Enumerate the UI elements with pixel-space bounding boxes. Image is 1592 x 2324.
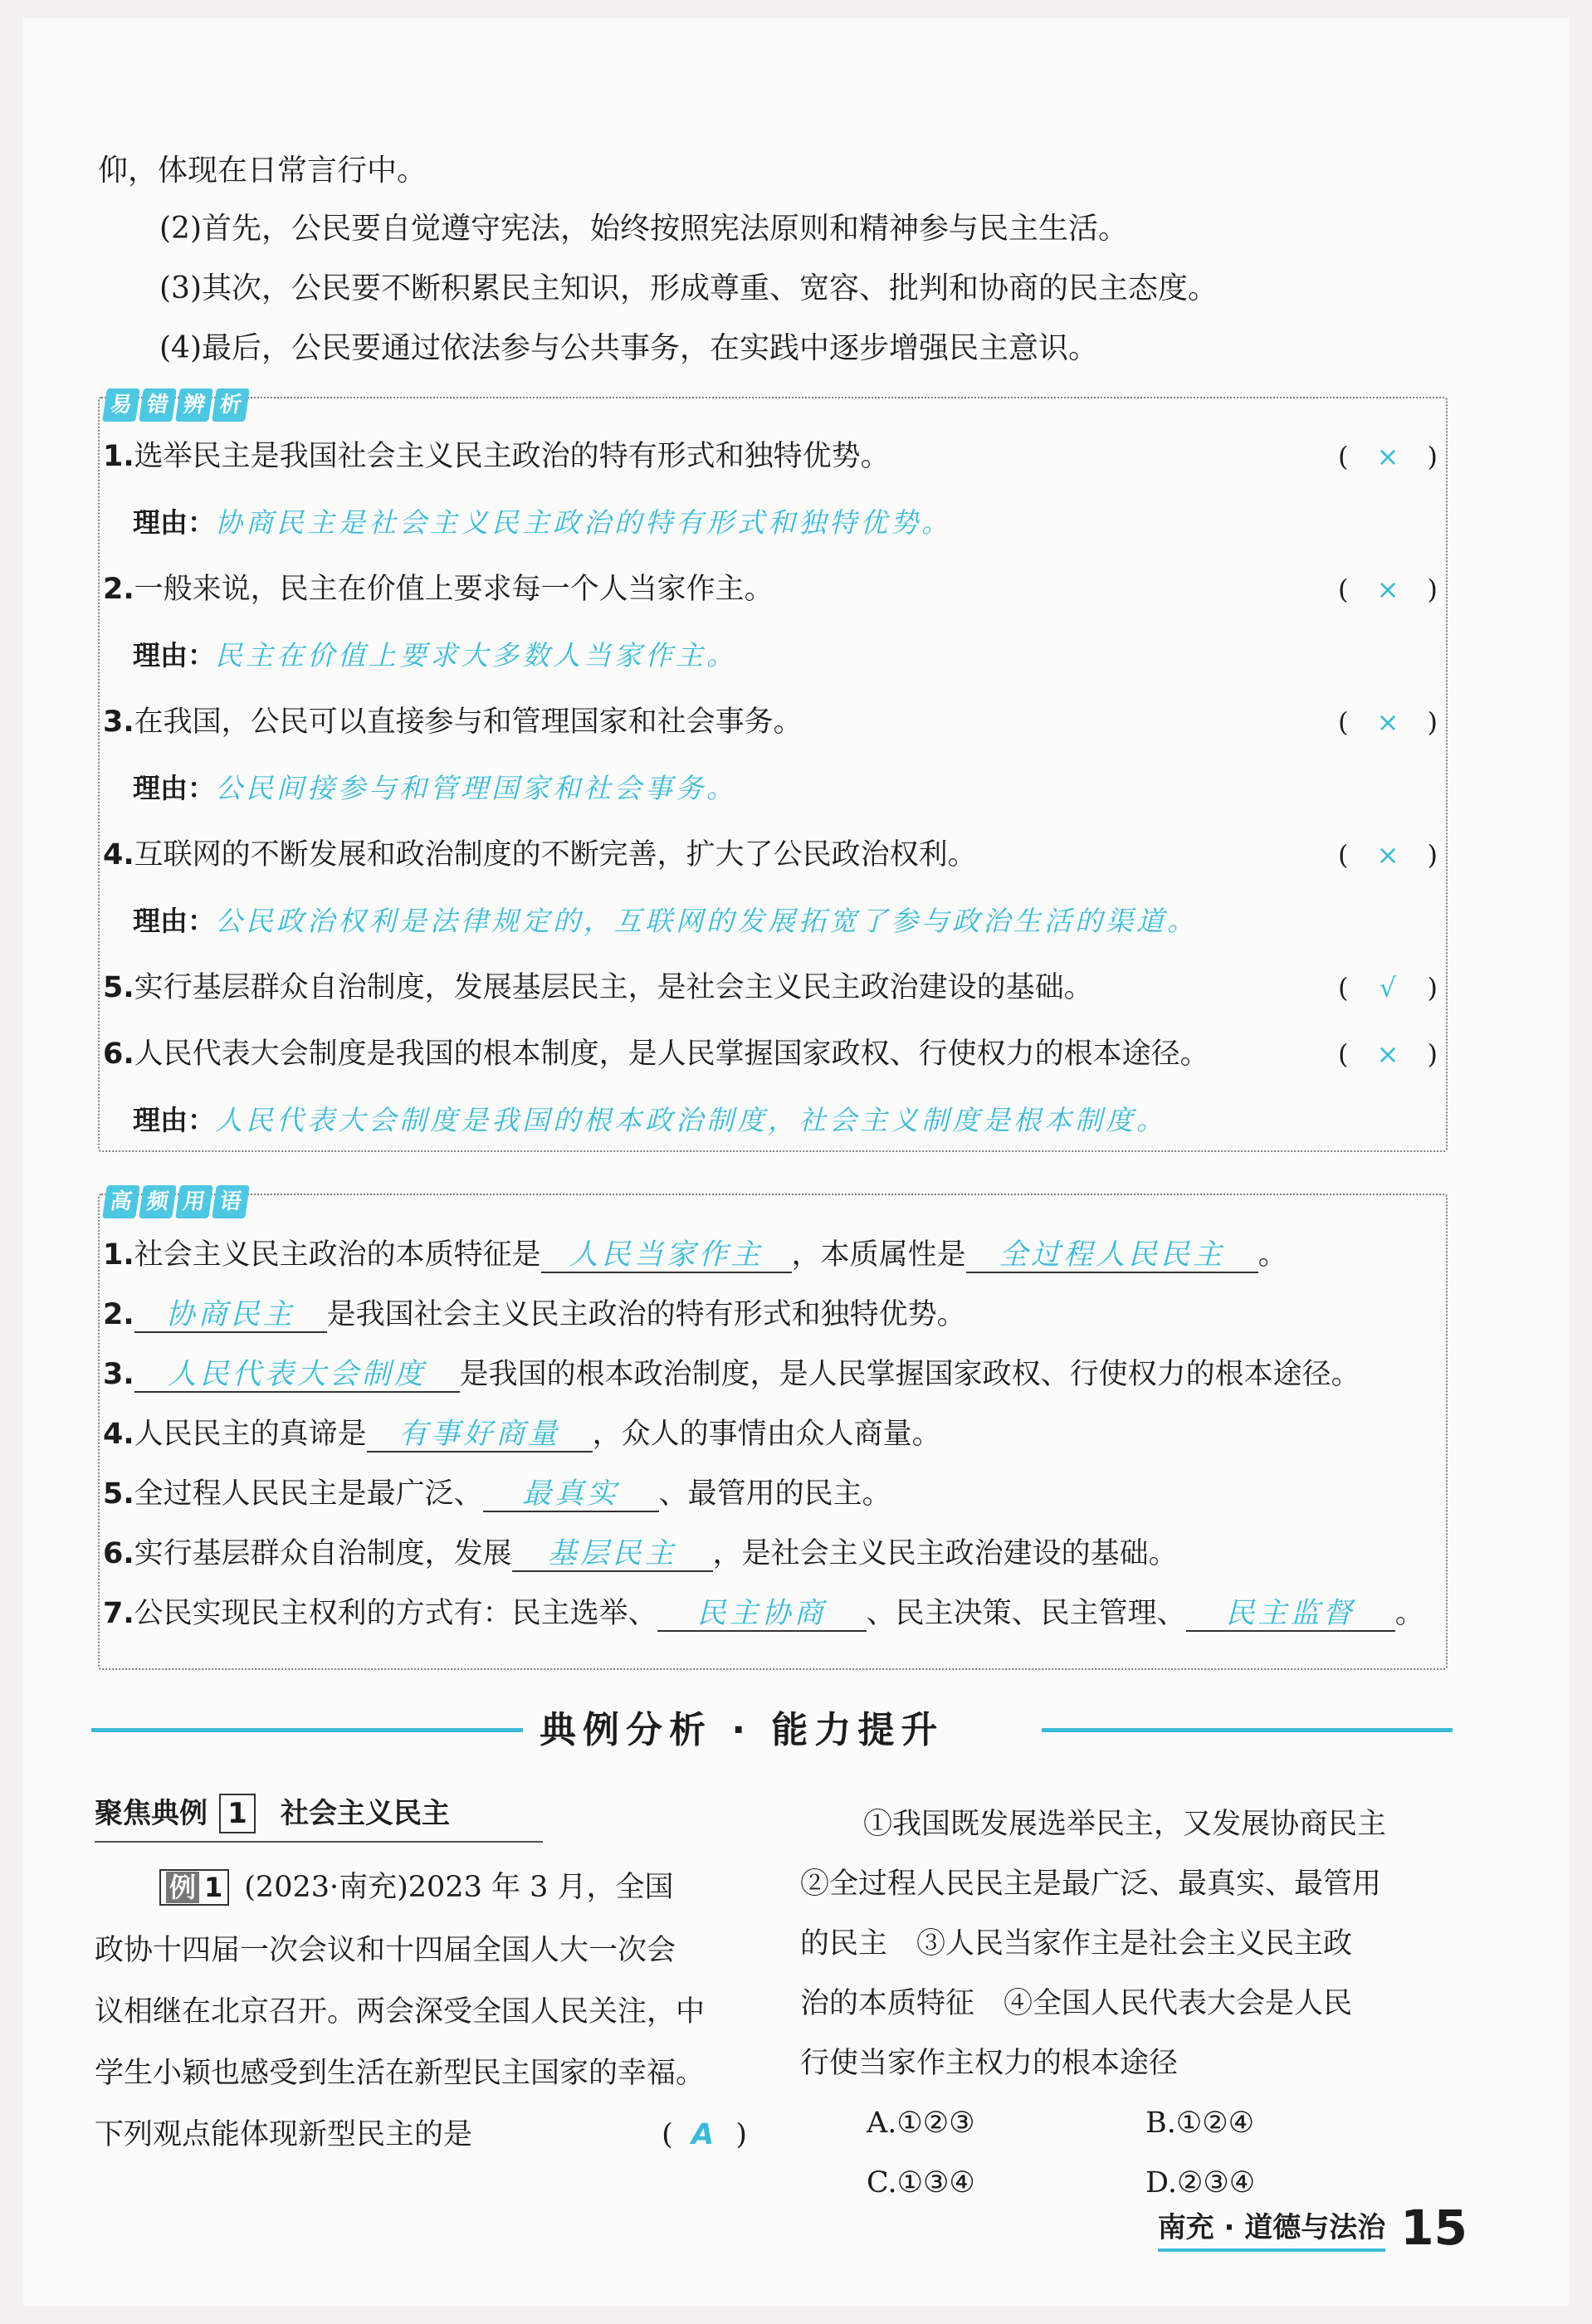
term-line	[103, 1237, 1438, 1273]
blank-answer: 协商民主	[165, 1298, 295, 1331]
term-text: 实行基层群众自治制度，发展	[134, 1537, 512, 1570]
focus-label: 聚焦典例	[95, 1797, 208, 1830]
reason-line	[133, 1102, 1438, 1139]
error-item	[103, 969, 1438, 1006]
key-terms-box	[98, 1189, 1448, 1670]
fill-blank	[483, 1477, 659, 1512]
answer-mark: ( × )	[1338, 1036, 1438, 1072]
term-line	[103, 1296, 1438, 1333]
term-text: 。	[1394, 1597, 1424, 1630]
example-label-char: 例	[166, 1872, 199, 1903]
option-text: ①我国既发展选举民主，又发展协商民主	[863, 1808, 1387, 1841]
answer-value: √	[1379, 972, 1397, 1003]
term-text: 。	[1257, 1238, 1287, 1272]
focus-example-header	[95, 1793, 543, 1843]
reason-text: 协商民主是社会主义民主政治的特有形式和独特优势。	[215, 506, 952, 539]
item-number: 4.	[103, 838, 134, 872]
reason-line	[133, 505, 1438, 541]
example-line	[159, 1869, 674, 1906]
blank-answer: 人民代表大会制度	[167, 1358, 427, 1391]
tag-char: 易	[102, 388, 140, 422]
page-number: 15	[1400, 2200, 1467, 2256]
item-statement: 人民代表大会制度是我国的根本制度，是人民掌握国家政权、行使权力的根本途径。	[134, 1038, 1209, 1071]
item-statement: 选举民主是我国社会主义民主政治的特有形式和独特优势。	[134, 440, 890, 473]
answer-mark: ( × )	[1338, 571, 1438, 608]
error-analysis-box	[98, 393, 1448, 1152]
error-analysis-tag	[105, 388, 247, 422]
reason-label: 理由：	[133, 905, 215, 937]
example-text: (2023·南充)2023 年 3 月，全国	[244, 1871, 674, 1904]
reason-label: 理由：	[133, 506, 215, 539]
choice-c: C.①③④	[867, 2166, 975, 2200]
reason-text: 公民间接参与和管理国家和社会事务。	[215, 772, 737, 804]
example-text: 学生小颖也感受到生活在新型民主国家的幸福。	[95, 2057, 706, 2090]
fill-blank	[1186, 1597, 1395, 1632]
term-line	[103, 1476, 1438, 1512]
item-statement: 实行基层群众自治制度，发展基层民主，是社会主义民主政治建设的基础。	[134, 971, 1093, 1004]
answer-value: ×	[1376, 706, 1399, 738]
item-number: 2.	[103, 1298, 134, 1331]
blank-answer: 最真实	[522, 1477, 620, 1511]
example-label	[159, 1869, 229, 1906]
item-number: 1.	[103, 440, 134, 473]
key-terms-tag	[105, 1185, 247, 1218]
option-text: 治的本质特征 ④全国人民代表大会是人民	[800, 1987, 1353, 2020]
item-number: 5.	[103, 1477, 134, 1511]
blank-answer: 人民当家作主	[569, 1238, 764, 1272]
blank-answer: 全过程人民民主	[999, 1238, 1226, 1272]
blank-answer: 有事好商量	[398, 1418, 561, 1451]
item-number: 5.	[103, 971, 134, 1004]
term-text: 全过程人民民主是最广泛、	[134, 1477, 483, 1511]
term-text: 是我国的根本政治制度，是人民掌握国家政权、行使权力的根本途径。	[459, 1358, 1360, 1391]
fill-blank	[134, 1298, 327, 1333]
term-text: 、最管用的民主。	[658, 1477, 891, 1511]
reason-label: 理由：	[133, 1104, 215, 1136]
fill-blank	[966, 1238, 1258, 1273]
fill-blank	[512, 1537, 713, 1572]
item-number: 3.	[103, 706, 134, 739]
reason-label: 理由：	[133, 772, 215, 804]
example-line	[95, 2118, 747, 2151]
term-text: 是我国社会主义民主政治的特有形式和独特优势。	[326, 1298, 966, 1331]
example-text: 议相继在北京召开。两会深受全国人民关注，中	[95, 1995, 706, 2029]
example-answer: A	[691, 2118, 718, 2151]
term-text: 人民民主的真谛是	[134, 1418, 367, 1451]
page-footer	[1157, 2200, 1467, 2256]
term-line	[103, 1536, 1438, 1572]
item-statement: 在我国，公民可以直接参与和管理国家和社会事务。	[134, 706, 803, 739]
example-label-num: 1	[204, 1872, 223, 1903]
reason-line	[133, 637, 1438, 674]
error-item	[103, 438, 1438, 475]
choice-d: D.②③④	[1145, 2166, 1256, 2200]
reason-label: 理由：	[133, 639, 215, 671]
option-text: 的民主 ③人民当家作主是社会主义民主政	[800, 1927, 1353, 1960]
answer-mark: ( × )	[1338, 704, 1438, 740]
choice-a: A.①②③	[867, 2107, 975, 2140]
example-text: 下列观点能体现新型民主的是	[95, 2118, 473, 2151]
term-text: 社会主义民主政治的本质特征是	[134, 1238, 541, 1272]
term-text: ，众人的事情由众人商量。	[592, 1418, 941, 1451]
intro-line: (3)其次，公民要不断积累民主知识，形成尊重、宽容、批判和协商的民主态度。	[159, 271, 1218, 305]
tag-char: 用	[175, 1185, 213, 1218]
reason-line	[133, 903, 1438, 940]
section-header	[91, 1695, 1453, 1761]
item-number: 1.	[103, 1238, 134, 1272]
term-line	[103, 1356, 1438, 1393]
item-statement: 互联网的不断发展和政治制度的不断完善，扩大了公民政治权利。	[134, 838, 977, 872]
term-text: 公民实现民主权利的方式有：民主选举、	[134, 1597, 657, 1630]
item-number: 7.	[103, 1597, 134, 1630]
error-item	[103, 1036, 1438, 1072]
term-line	[103, 1416, 1438, 1452]
tag-char: 辨	[175, 388, 213, 422]
tag-char: 高	[102, 1185, 140, 1218]
answer-mark: ( × )	[1338, 837, 1438, 873]
focus-number: 1	[219, 1794, 256, 1833]
option-text: ②全过程人民民主是最广泛、最真实、最管用	[800, 1868, 1382, 1901]
section-rule-left	[91, 1728, 523, 1732]
reason-line	[133, 770, 1438, 807]
tag-char: 语	[212, 1185, 250, 1218]
answer-mark: ( √ )	[1338, 969, 1438, 1006]
intro-line: (2)首先，公民要自觉遵守宪法，始终按照宪法原则和精神参与民主生活。	[159, 212, 1128, 246]
item-number: 2.	[103, 573, 134, 606]
item-number: 4.	[103, 1418, 134, 1451]
fill-blank	[134, 1358, 460, 1393]
item-number: 6.	[103, 1537, 134, 1570]
example-answer-mark: ( A )	[662, 2118, 747, 2151]
option-text: 行使当家作主权力的根本途径	[800, 2047, 1179, 2080]
term-line	[103, 1595, 1438, 1632]
intro-line: 仰，体现在日常言行中。	[98, 154, 427, 188]
term-text: 、民主决策、民主管理、	[866, 1597, 1186, 1630]
blank-answer: 民主监督	[1225, 1597, 1355, 1630]
section-title: 典例分析 · 能力提升	[540, 1709, 945, 1751]
fill-blank	[657, 1597, 867, 1632]
tag-char: 频	[139, 1185, 177, 1218]
error-item	[103, 704, 1438, 740]
term-text: ，本质属性是	[791, 1238, 966, 1272]
error-item	[103, 571, 1438, 608]
answer-value: ×	[1376, 441, 1399, 472]
reason-text: 公民政治权利是法律规定的，互联网的发展拓宽了参与政治生活的渠道。	[215, 905, 1198, 937]
choice-b: B.①②④	[1145, 2107, 1254, 2140]
tag-char: 错	[139, 388, 177, 422]
item-statement: 一般来说，民主在价值上要求每一个人当家作主。	[134, 573, 774, 606]
footer-brand: 南充 · 道德与法治	[1158, 2204, 1386, 2252]
answer-value: ×	[1376, 574, 1399, 605]
focus-topic: 社会主义民主	[281, 1797, 450, 1830]
section-rule-right	[1042, 1728, 1453, 1732]
answer-mark: ( × )	[1338, 438, 1438, 475]
answer-value: ×	[1376, 839, 1399, 871]
reason-text: 民主在价值上要求大多数人当家作主。	[215, 639, 737, 671]
blank-answer: 民主协商	[696, 1597, 827, 1630]
term-text: ，是社会主义民主政治建设的基础。	[712, 1537, 1178, 1570]
blank-answer: 基层民主	[547, 1537, 677, 1570]
fill-blank	[367, 1418, 593, 1452]
intro-line: (4)最后，公民要通过依法参与公共事务，在实践中逐步增强民主意识。	[159, 331, 1098, 365]
fill-blank	[541, 1238, 792, 1273]
item-number: 6.	[103, 1038, 134, 1071]
error-item	[103, 837, 1438, 873]
tag-char: 析	[212, 388, 250, 422]
item-number: 3.	[103, 1358, 134, 1391]
reason-text: 人民代表大会制度是我国的根本政治制度，社会主义制度是根本制度。	[215, 1104, 1167, 1136]
answer-value: ×	[1376, 1038, 1399, 1070]
example-text: 政协十四届一次会议和十四届全国人大一次会	[95, 1934, 676, 1967]
